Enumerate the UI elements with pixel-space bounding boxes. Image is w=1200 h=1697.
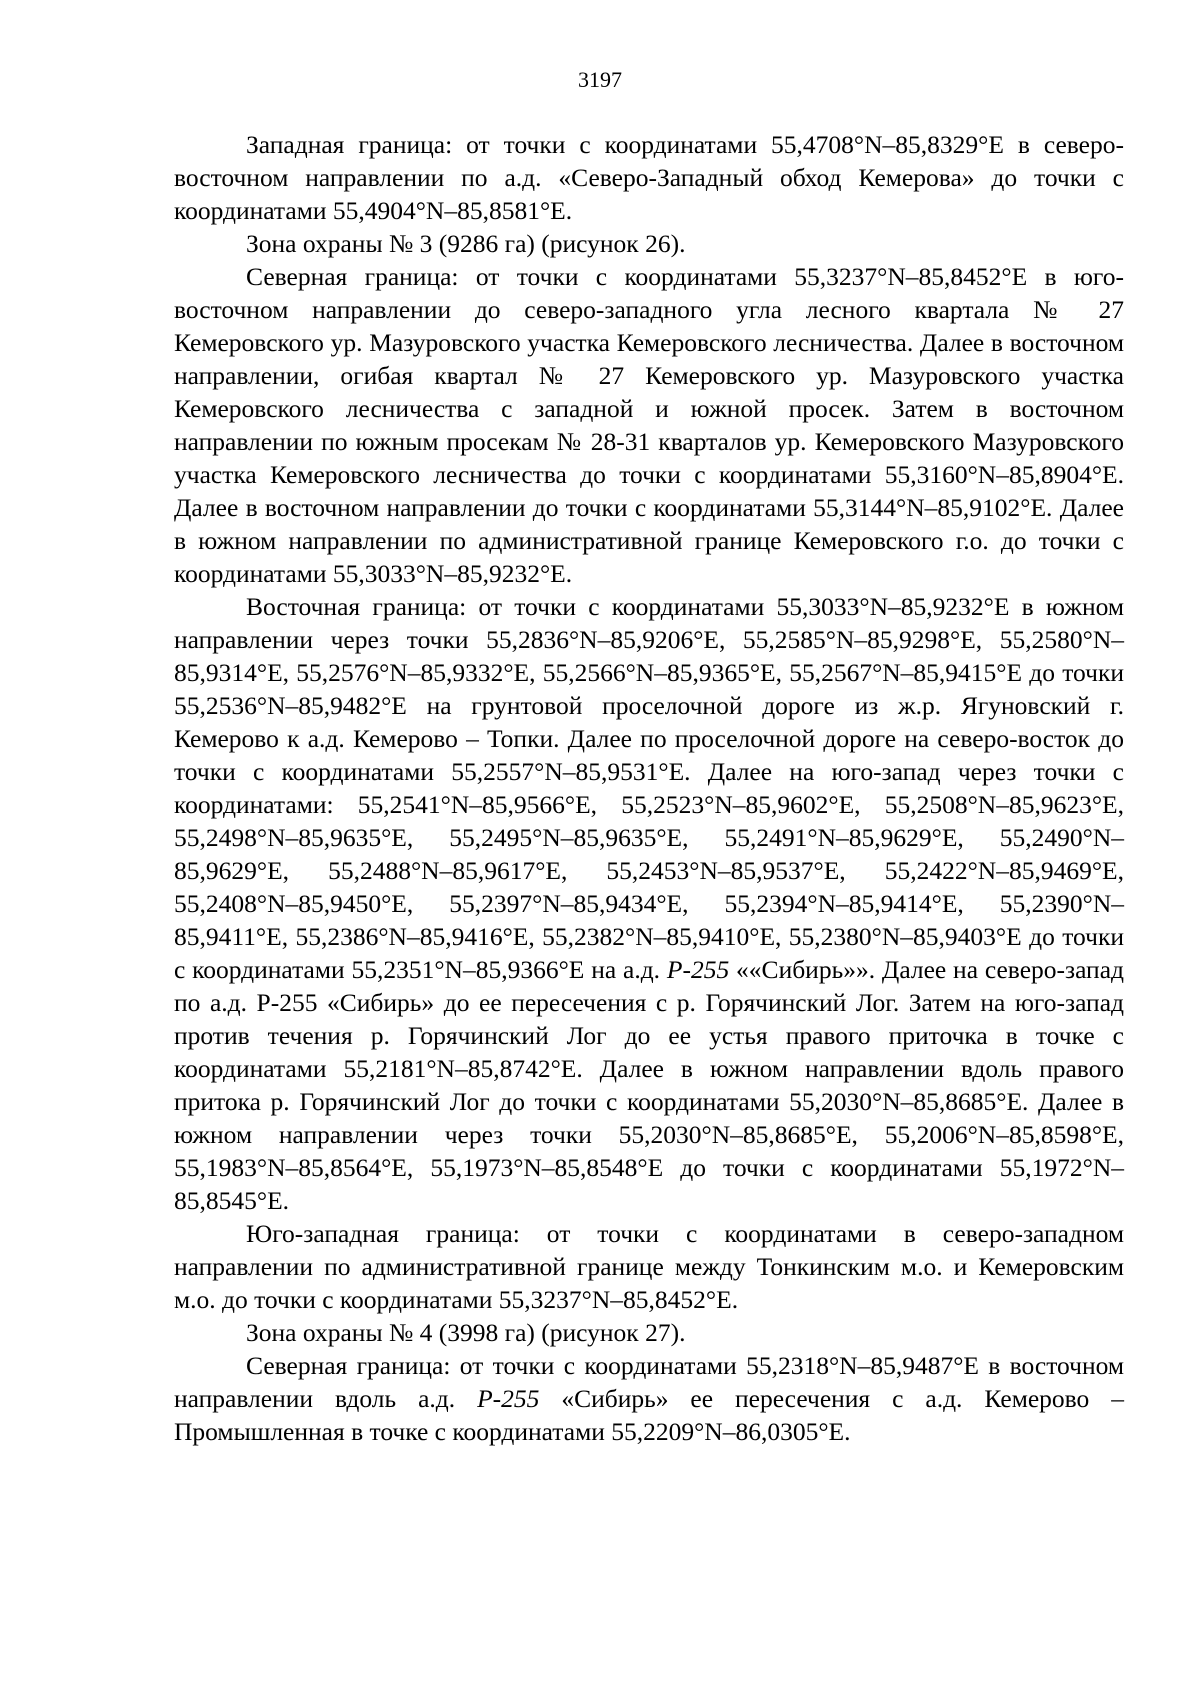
- paragraph-text: Зона охраны № 3 (9286 га) (рисунок 26).: [246, 229, 686, 258]
- paragraph-text: Юго-западная граница: от точки с координатами в северо-западном направлении по административной границе между Тонкинским м.о. и Кемеровским м.о. до точки с координатами 55,3237°N–85,8452°E.: [174, 1219, 1124, 1314]
- paragraph-text: ««Сибирь»». Далее на северо-запад по а.д. Р-255 «Сибирь» до ее пересечения с р. Горячинский Лог. Затем на юго-запад против течения р. Горячинский Лог до ее устья правого приточка в точке с координатами 55,2181°N–85,8742°E. Далее в южном направлении вдоль правого притока р. Горячинский Лог до точки с координатами 55,2030°N–85,8685°E. Далее в южном направлении через точки 55,2030°N–85,8685°E, 55,2006°N–85,8598°E, 55,1983°N–85,8564°E, 55,1973°N–85,8548°E до точки с координатами 55,1972°N–85,8545°E.: [174, 955, 1125, 1215]
- paragraph-text: «Сибирь» ее пересечения с а.д. Кемерово – Промышленная в точке с координатами 55,2209°N–86,0305°E.: [174, 1384, 1124, 1446]
- paragraph-text: Северная граница: от точки с координатами 55,2318°N–85,9487°E в восточном направлении вдоль а.д.: [174, 1351, 1124, 1413]
- road-code-italic: Р-255: [477, 1384, 540, 1413]
- paragraph-text: Северная граница: от точки с координатами 55,3237°N–85,8452°E в юго-восточном направлении до северо-западного угла лесного квартала № 27 Кемеровского ур. Мазуровского участка Кемеровского лесничества. Далее в восточном направлении, огибая квартал № 27 Кемеровского ур. Мазуровского участка Кемеровского лесничества с западной и южной просек. Затем в восточном направлении по южным просекам № 28-31 кварталов ур. Кемеровского Мазуровского участка Кемеровского лесничества до точки с координатами 55,3160°N–85,8904°E. Далее в восточном направлении до точки с координатами 55,3144°N–85,9102°E. Далее в южном направлении по административной границе Кемеровского г.о. до точки с координатами 55,3033°N–85,9232°E.: [174, 262, 1124, 588]
- road-code-italic: Р-255: [666, 955, 730, 984]
- paragraph-zone-3-heading: [174, 227, 1124, 260]
- page-number: 3197: [578, 67, 622, 92]
- document-body: [174, 128, 1124, 1448]
- paragraph-northern-boundary-zone-4: [174, 1349, 1124, 1448]
- paragraph-text: Западная граница: от точки с координатами 55,4708°N–85,8329°E в северо-восточном направлении по а.д. «Северо-Западный обход Кемерова» до точки с координатами 55,4904°N–85,8581°E.: [174, 130, 1124, 225]
- paragraph-eastern-boundary: [174, 590, 1124, 1217]
- paragraph-text: Зона охраны № 4 (3998 га) (рисунок 27).: [246, 1318, 686, 1347]
- paragraph-northern-boundary-zone-3: [174, 260, 1124, 590]
- paragraph-text: Восточная граница: от точки с координатами 55,3033°N–85,9232°E в южном направлении через точки 55,2836°N–85,9206°E, 55,2585°N–85,9298°E, 55,2580°N–85,9314°E, 55,2576°N–85,9332°E, 55,2566°N–85,9365°E, 55,2567°N–85,9415°E до точки 55,2536°N–85,9482°E на грунтовой проселочной дороге из ж.р. Ягуновский г. Кемерово к а.д. Кемерово – Топки. Далее по проселочной дороге на северо-восток до точки с координатами 55,2557°N–85,9531°E. Далее на юго-запад через точки с координатами: 55,2541°N–85,9566°E, 55,2523°N–85,9602°E, 55,2508°N–85,9623°E, 55,2498°N–85,9635°E, 55,2495°N–85,9635°E, 55,2491°N–85,9629°E, 55,2490°N–85,9629°E, 55,2488°N–85,9617°E, 55,2453°N–85,9537°E, 55,2422°N–85,9469°E, 55,2408°N–85,9450°E, 55,2397°N–85,9434°E, 55,2394°N–85,9414°E, 55,2390°N–85,9411°E, 55,2386°N–85,9416°E, 55,2382°N–85,9410°E, 55,2380°N–85,9403°E до точки с координатами 55,2351°N–85,9366°E на а.д.: [174, 592, 1124, 984]
- paragraph-southwestern-boundary: [174, 1217, 1124, 1316]
- paragraph-western-boundary: [174, 128, 1124, 227]
- paragraph-zone-4-heading: [174, 1316, 1124, 1349]
